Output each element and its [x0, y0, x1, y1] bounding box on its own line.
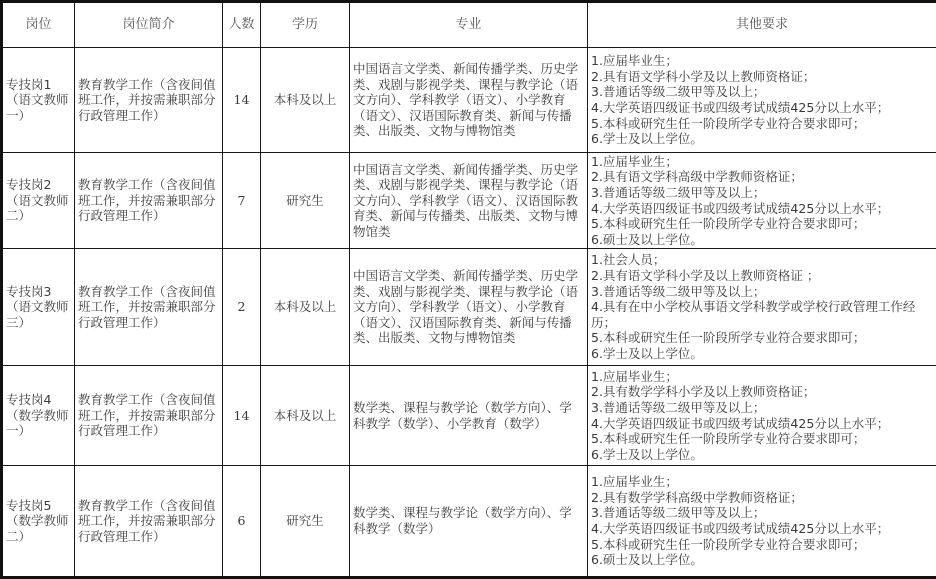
cell-major: 中国语言文学类、新闻传播学类、历史学类、戏剧与影视学类、课程与教学论（语文方向）、学科教学（语文）、小学教育（语文）、汉语国际教育类、新闻与传播类、出版类、文物与博物馆类 — [350, 48, 588, 153]
cell-requirements — [588, 153, 936, 249]
cell-major: 中国语言文学类、新闻传播学类、历史学类、戏剧与影视学类、课程与教学论（语文方向）、学科教学（语文）、汉语国际教育类、新闻与传播类、出版类、文物与博物馆类 — [350, 153, 588, 249]
cell-education: 本科及以上 — [261, 366, 350, 466]
header-education: 学历 — [261, 2, 350, 48]
cell-count: 14 — [223, 48, 261, 153]
header-count: 人数 — [223, 2, 261, 48]
cell-intro: 教育教学工作（含夜间值班工作，并按需兼职部分行政管理工作） — [75, 153, 223, 249]
cell-count: 6 — [223, 466, 261, 578]
header-major: 专业 — [350, 2, 588, 48]
requirement-item: 4.大学英语四级证书或四级考试成绩425分以上水平； — [591, 100, 933, 116]
cell-requirements — [588, 466, 936, 578]
requirement-item: 5.本科或研究生任一阶段所学专业符合要求即可； — [591, 116, 933, 132]
requirement-item: 3.普通话等级二级甲等及以上； — [591, 84, 933, 100]
cell-requirements — [588, 48, 936, 153]
cell-position: 专技岗3（语文教师三） — [2, 249, 75, 366]
header-intro: 岗位简介 — [75, 2, 223, 48]
cell-education: 研究生 — [261, 153, 350, 249]
cell-requirements — [588, 249, 936, 366]
cell-education: 本科及以上 — [261, 249, 350, 366]
requirement-item: 3.普通话等级二级甲等及以上； — [591, 505, 933, 521]
header-position: 岗位 — [2, 2, 75, 48]
cell-major: 数学类、课程与教学论（数学方向）、学科教学（数学）、小学教育（数学） — [350, 366, 588, 466]
cell-intro: 教育教学工作（含夜间值班工作，并按需兼职部分行政管理工作） — [75, 48, 223, 153]
table-row — [2, 48, 936, 153]
requirement-item: 6.硕士及以上学位。 — [591, 552, 933, 568]
requirement-item: 1.应届毕业生； — [591, 154, 933, 170]
requirement-item: 2.具有数学学科小学及以上教师资格证； — [591, 384, 933, 400]
cell-count: 14 — [223, 366, 261, 466]
cell-position: 专技岗1（语文教师一） — [2, 48, 75, 153]
requirement-item: 1.社会人员； — [591, 252, 933, 268]
requirement-item: 5.本科或研究生任一阶段所学专业符合要求即可； — [591, 330, 933, 346]
cell-position: 专技岗2（语文教师二） — [2, 153, 75, 249]
requirement-item: 2.具有语文学科小学及以上教师资格证 ； — [591, 268, 933, 284]
requirement-item: 5.本科或研究生任一阶段所学专业符合要求即可； — [591, 216, 933, 232]
requirement-item: 5.本科或研究生任一阶段所学专业符合要求即可； — [591, 537, 933, 553]
cell-position: 专技岗4（数学教师一） — [2, 366, 75, 466]
requirement-item: 3.普通话等级二级甲等及以上； — [591, 400, 933, 416]
cell-intro: 教育教学工作（含夜间值班工作，并按需兼职部分行政管理工作） — [75, 366, 223, 466]
requirement-item: 3.普通话等级二级甲等及以上； — [591, 284, 933, 300]
header-requirements: 其他要求 — [588, 2, 936, 48]
cell-major: 中国语言文学类、新闻传播学类、历史学类、戏剧与影视学类、课程与教学论（语文方向）、学科教学（语文）、小学教育（语文）、汉语国际教育类、新闻与传播类、出版类、文物与博物馆类 — [350, 249, 588, 366]
cell-count: 2 — [223, 249, 261, 366]
requirement-item: 2.具有数学学科高级中学教师资格证； — [591, 490, 933, 506]
requirement-item: 2.具有语文学科高级中学教师资格证； — [591, 169, 933, 185]
cell-position: 专技岗5（数学教师二） — [2, 466, 75, 578]
requirement-item: 1.应届毕业生； — [591, 474, 933, 490]
requirement-item: 4.大学英语四级证书或四级考试成绩425分以上水平； — [591, 416, 933, 432]
requirement-item: 6.硕士及以上学位。 — [591, 232, 933, 248]
cell-education: 本科及以上 — [261, 48, 350, 153]
cell-major: 数学类、课程与教学论（数学方向）、学科教学（数学） — [350, 466, 588, 578]
requirement-item: 3.普通话等级二级甲等及以上； — [591, 185, 933, 201]
table-row — [2, 249, 936, 366]
cell-intro: 教育教学工作（含夜间值班工作，并按需兼职部分行政管理工作） — [75, 249, 223, 366]
requirement-item: 6.学士及以上学位。 — [591, 447, 933, 463]
table-row — [2, 366, 936, 466]
requirement-item: 6.学士及以上学位。 — [591, 346, 933, 362]
requirement-item: 1.应届毕业生； — [591, 369, 933, 385]
cell-count: 7 — [223, 153, 261, 249]
cell-education: 研究生 — [261, 466, 350, 578]
table-row — [2, 466, 936, 578]
cell-requirements — [588, 366, 936, 466]
header-row — [2, 2, 936, 48]
cell-intro: 教育教学工作（含夜间值班工作，并按需兼职部分行政管理工作） — [75, 466, 223, 578]
requirement-item: 2.具有语文学科小学及以上教师资格证； — [591, 69, 933, 85]
requirement-item: 6.学士及以上学位。 — [591, 131, 933, 147]
requirement-item: 4.大学英语四级证书或四级考试成绩425分以上水平； — [591, 201, 933, 217]
requirement-item: 1.应届毕业生； — [591, 53, 933, 69]
table-row — [2, 153, 936, 249]
requirement-item: 5.本科或研究生任一阶段所学专业符合要求即可； — [591, 431, 933, 447]
requirement-item: 4.大学英语四级证书或四级考试成绩425分以上水平； — [591, 521, 933, 537]
requirement-item: 4.具有在中小学校从事语文学科教学或学校行政管理工作经历； — [591, 299, 933, 330]
